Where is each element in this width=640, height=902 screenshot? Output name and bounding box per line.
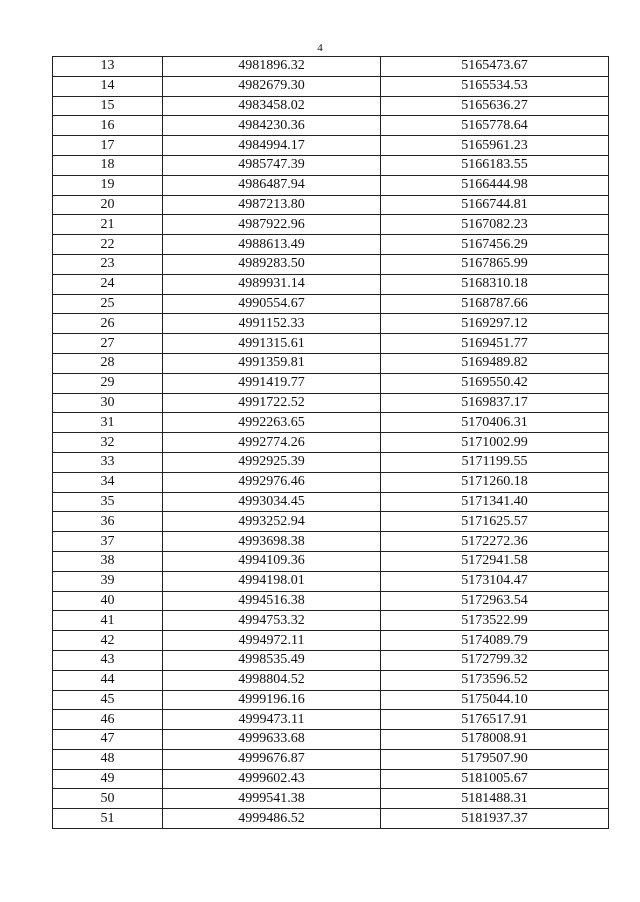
coordinates-table xyxy=(52,56,609,829)
point-number-cell: 24 xyxy=(53,274,163,294)
y-coordinate-cell: 5173104.47 xyxy=(381,571,609,591)
y-coordinate-cell: 5176517.91 xyxy=(381,710,609,730)
x-coordinate-cell: 4990554.67 xyxy=(163,294,381,314)
table-row xyxy=(53,353,609,373)
table-row xyxy=(53,532,609,552)
table-row xyxy=(53,710,609,730)
x-coordinate-cell: 4988613.49 xyxy=(163,235,381,255)
table-row xyxy=(53,96,609,116)
point-number-cell: 13 xyxy=(53,57,163,77)
x-coordinate-cell: 4992263.65 xyxy=(163,413,381,433)
point-number-cell: 21 xyxy=(53,215,163,235)
point-number-cell: 33 xyxy=(53,452,163,472)
point-number-cell: 41 xyxy=(53,611,163,631)
point-number-cell: 31 xyxy=(53,413,163,433)
x-coordinate-cell: 4989283.50 xyxy=(163,254,381,274)
table-row xyxy=(53,631,609,651)
y-coordinate-cell: 5166444.98 xyxy=(381,175,609,195)
point-number-cell: 19 xyxy=(53,175,163,195)
y-coordinate-cell: 5181005.67 xyxy=(381,769,609,789)
x-coordinate-cell: 4982679.30 xyxy=(163,76,381,96)
table-row xyxy=(53,254,609,274)
point-number-cell: 15 xyxy=(53,96,163,116)
table-row xyxy=(53,393,609,413)
table-row xyxy=(53,116,609,136)
table-row xyxy=(53,175,609,195)
table-row xyxy=(53,433,609,453)
y-coordinate-cell: 5181937.37 xyxy=(381,809,609,829)
y-coordinate-cell: 5169297.12 xyxy=(381,314,609,334)
table-row xyxy=(53,492,609,512)
table-row xyxy=(53,155,609,175)
table-row xyxy=(53,551,609,571)
x-coordinate-cell: 4999473.11 xyxy=(163,710,381,730)
table-row xyxy=(53,452,609,472)
y-coordinate-cell: 5167082.23 xyxy=(381,215,609,235)
x-coordinate-cell: 4985747.39 xyxy=(163,155,381,175)
table-row xyxy=(53,57,609,77)
x-coordinate-cell: 4994753.32 xyxy=(163,611,381,631)
y-coordinate-cell: 5172963.54 xyxy=(381,591,609,611)
point-number-cell: 51 xyxy=(53,809,163,829)
table-row xyxy=(53,136,609,156)
table-row xyxy=(53,571,609,591)
x-coordinate-cell: 4993698.38 xyxy=(163,532,381,552)
table-row xyxy=(53,334,609,354)
x-coordinate-cell: 4991359.81 xyxy=(163,353,381,373)
y-coordinate-cell: 5179507.90 xyxy=(381,749,609,769)
point-number-cell: 14 xyxy=(53,76,163,96)
y-coordinate-cell: 5169837.17 xyxy=(381,393,609,413)
table-row xyxy=(53,650,609,670)
x-coordinate-cell: 4989931.14 xyxy=(163,274,381,294)
x-coordinate-cell: 4991315.61 xyxy=(163,334,381,354)
y-coordinate-cell: 5167456.29 xyxy=(381,235,609,255)
table-row xyxy=(53,512,609,532)
x-coordinate-cell: 4991419.77 xyxy=(163,373,381,393)
table-row xyxy=(53,769,609,789)
x-coordinate-cell: 4984994.17 xyxy=(163,136,381,156)
x-coordinate-cell: 4991152.33 xyxy=(163,314,381,334)
table-row xyxy=(53,235,609,255)
y-coordinate-cell: 5167865.99 xyxy=(381,254,609,274)
x-coordinate-cell: 4987213.80 xyxy=(163,195,381,215)
point-number-cell: 27 xyxy=(53,334,163,354)
point-number-cell: 50 xyxy=(53,789,163,809)
point-number-cell: 42 xyxy=(53,631,163,651)
point-number-cell: 18 xyxy=(53,155,163,175)
x-coordinate-cell: 4999541.38 xyxy=(163,789,381,809)
y-coordinate-cell: 5166744.81 xyxy=(381,195,609,215)
point-number-cell: 47 xyxy=(53,730,163,750)
y-coordinate-cell: 5172941.58 xyxy=(381,551,609,571)
x-coordinate-cell: 4993034.45 xyxy=(163,492,381,512)
x-coordinate-cell: 4999486.52 xyxy=(163,809,381,829)
x-coordinate-cell: 4998804.52 xyxy=(163,670,381,690)
table-row xyxy=(53,591,609,611)
y-coordinate-cell: 5171002.99 xyxy=(381,433,609,453)
x-coordinate-cell: 4994972.11 xyxy=(163,631,381,651)
point-number-cell: 40 xyxy=(53,591,163,611)
y-coordinate-cell: 5165473.67 xyxy=(381,57,609,77)
point-number-cell: 39 xyxy=(53,571,163,591)
table-row xyxy=(53,294,609,314)
y-coordinate-cell: 5175044.10 xyxy=(381,690,609,710)
point-number-cell: 44 xyxy=(53,670,163,690)
x-coordinate-cell: 4986487.94 xyxy=(163,175,381,195)
y-coordinate-cell: 5169550.42 xyxy=(381,373,609,393)
point-number-cell: 22 xyxy=(53,235,163,255)
point-number-cell: 37 xyxy=(53,532,163,552)
point-number-cell: 34 xyxy=(53,472,163,492)
y-coordinate-cell: 5173522.99 xyxy=(381,611,609,631)
y-coordinate-cell: 5165636.27 xyxy=(381,96,609,116)
y-coordinate-cell: 5169451.77 xyxy=(381,334,609,354)
table-row xyxy=(53,730,609,750)
table-row xyxy=(53,749,609,769)
x-coordinate-cell: 4999676.87 xyxy=(163,749,381,769)
x-coordinate-cell: 4983458.02 xyxy=(163,96,381,116)
x-coordinate-cell: 4992774.26 xyxy=(163,433,381,453)
y-coordinate-cell: 5172272.36 xyxy=(381,532,609,552)
x-coordinate-cell: 4999196.16 xyxy=(163,690,381,710)
y-coordinate-cell: 5166183.55 xyxy=(381,155,609,175)
x-coordinate-cell: 4987922.96 xyxy=(163,215,381,235)
point-number-cell: 20 xyxy=(53,195,163,215)
point-number-cell: 38 xyxy=(53,551,163,571)
point-number-cell: 46 xyxy=(53,710,163,730)
point-number-cell: 30 xyxy=(53,393,163,413)
y-coordinate-cell: 5170406.31 xyxy=(381,413,609,433)
table-row xyxy=(53,670,609,690)
y-coordinate-cell: 5173596.52 xyxy=(381,670,609,690)
x-coordinate-cell: 4999633.68 xyxy=(163,730,381,750)
table-row xyxy=(53,314,609,334)
point-number-cell: 49 xyxy=(53,769,163,789)
x-coordinate-cell: 4994198.01 xyxy=(163,571,381,591)
y-coordinate-cell: 5169489.82 xyxy=(381,353,609,373)
x-coordinate-cell: 4991722.52 xyxy=(163,393,381,413)
x-coordinate-cell: 4999602.43 xyxy=(163,769,381,789)
x-coordinate-cell: 4998535.49 xyxy=(163,650,381,670)
y-coordinate-cell: 5165778.64 xyxy=(381,116,609,136)
point-number-cell: 16 xyxy=(53,116,163,136)
x-coordinate-cell: 4992976.46 xyxy=(163,472,381,492)
y-coordinate-cell: 5171341.40 xyxy=(381,492,609,512)
point-number-cell: 45 xyxy=(53,690,163,710)
point-number-cell: 29 xyxy=(53,373,163,393)
point-number-cell: 32 xyxy=(53,433,163,453)
point-number-cell: 26 xyxy=(53,314,163,334)
point-number-cell: 43 xyxy=(53,650,163,670)
table-row xyxy=(53,215,609,235)
point-number-cell: 36 xyxy=(53,512,163,532)
table-row xyxy=(53,611,609,631)
table-row xyxy=(53,195,609,215)
y-coordinate-cell: 5168787.66 xyxy=(381,294,609,314)
table-row xyxy=(53,76,609,96)
y-coordinate-cell: 5165534.53 xyxy=(381,76,609,96)
table-row xyxy=(53,413,609,433)
y-coordinate-cell: 5181488.31 xyxy=(381,789,609,809)
table-row xyxy=(53,274,609,294)
point-number-cell: 48 xyxy=(53,749,163,769)
x-coordinate-cell: 4992925.39 xyxy=(163,452,381,472)
point-number-cell: 35 xyxy=(53,492,163,512)
y-coordinate-cell: 5165961.23 xyxy=(381,136,609,156)
point-number-cell: 25 xyxy=(53,294,163,314)
table-row xyxy=(53,373,609,393)
table-row xyxy=(53,472,609,492)
table-row xyxy=(53,690,609,710)
coordinates-table-body xyxy=(53,57,609,829)
point-number-cell: 17 xyxy=(53,136,163,156)
y-coordinate-cell: 5174089.79 xyxy=(381,631,609,651)
x-coordinate-cell: 4994109.36 xyxy=(163,551,381,571)
y-coordinate-cell: 5171625.57 xyxy=(381,512,609,532)
table-row xyxy=(53,809,609,829)
y-coordinate-cell: 5171260.18 xyxy=(381,472,609,492)
point-number-cell: 23 xyxy=(53,254,163,274)
y-coordinate-cell: 5178008.91 xyxy=(381,730,609,750)
point-number-cell: 28 xyxy=(53,353,163,373)
table-row xyxy=(53,789,609,809)
x-coordinate-cell: 4994516.38 xyxy=(163,591,381,611)
page-number: 4 xyxy=(317,42,323,54)
y-coordinate-cell: 5172799.32 xyxy=(381,650,609,670)
x-coordinate-cell: 4993252.94 xyxy=(163,512,381,532)
y-coordinate-cell: 5168310.18 xyxy=(381,274,609,294)
y-coordinate-cell: 5171199.55 xyxy=(381,452,609,472)
x-coordinate-cell: 4984230.36 xyxy=(163,116,381,136)
x-coordinate-cell: 4981896.32 xyxy=(163,57,381,77)
